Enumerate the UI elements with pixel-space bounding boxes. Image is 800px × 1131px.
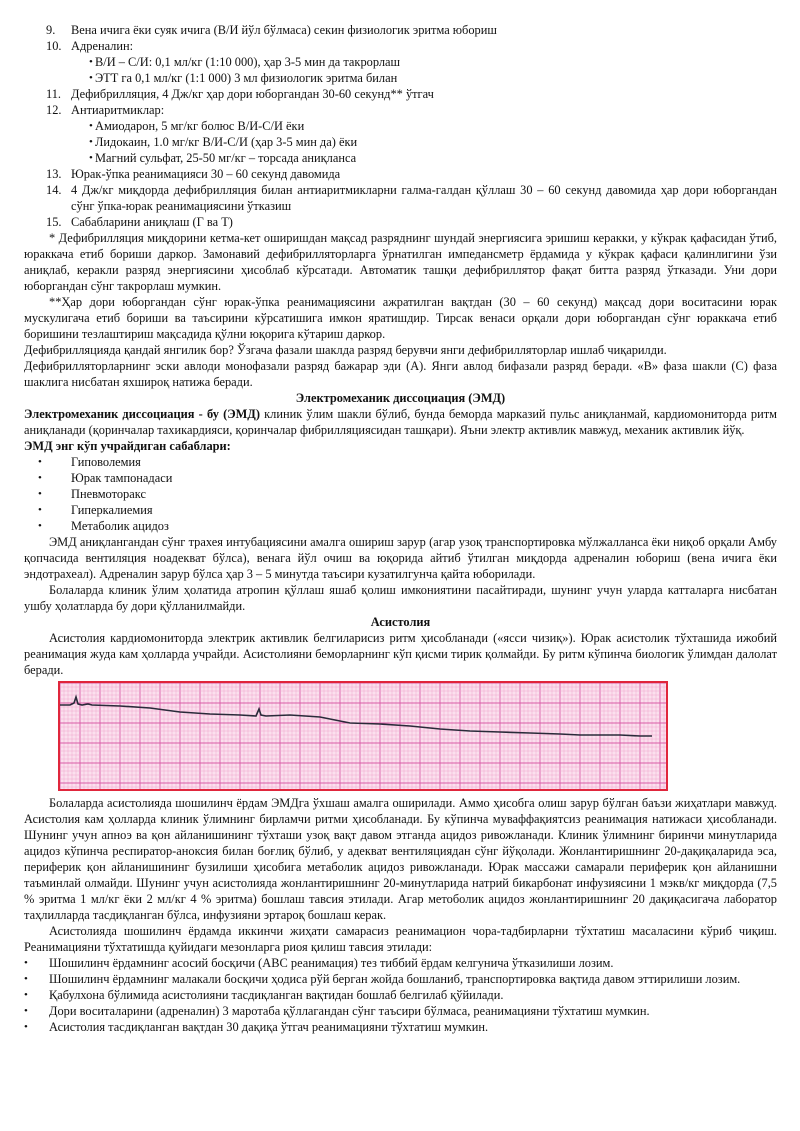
list-text: Дефибрилляция, 4 Дж/кг ҳар дори юборгандан 30-60 секунд** ўтгач [71, 87, 434, 101]
ecg-trace-graphic [60, 683, 666, 789]
emd-causes-title [24, 438, 777, 454]
criteria-item: • Дори воситаларини (адреналин) 3 маротаба қўллагандан сўнг таъсири бўлмаса, реанимацияни тўхтатиш мумкин. [24, 1003, 777, 1019]
footnote-defibrillation: * Дефибрилляция миқдорини кетма-кет оширишдан мақсад разряднинг шундай энергиясига эришиш керакки, у кўкрак қафасидан ўтиб, юраккача етиб бориши даркор. Замонавий дефибрилляторларга ўрнатилган импедансметр ёрдамида у кўкрак қафаси қалинлигини ўзи аниқлаб, керакли разряд энергиясини ҳисоблаб кўрсатади. Автоматик ташқи дефибриллятор фақат битта разряд ўтказади. Уни дори юборгандан сўнг такрорлаш мумкин. [24, 231, 777, 293]
list-text: Юрак-ўпка реанимацияси 30 – 60 секунд давомида [71, 167, 341, 181]
emd-cause-item: • Юрак тампонадаси [24, 470, 777, 486]
paragraph-asystole-children: Болаларда асистолияда шошилинч ёрдам ЭМДга ўхшаш амалга оширилади. Аммо ҳисобга олиш зарур бўлган баъзи жиҳатлари мавжуд. Асистолия кам ҳолларда клиник ўлимнинг бирламчи ритми ҳисобланади. Бу кўпинча муваффақиятсиз реанимация натижаси ҳисобланади. Шунинг учун апноэ ва қон айланишининг тўхташи узоқ вақт давом этганда ацидоз ривожланади. Клиник ўлимнинг биринчи минутларида ацидоз кўпинча респиратор-аноксия билан боғлиқ бўлиб, у адекват вентиляциядан сўнг йўқолади. Жонлантиришнинг 20-дақиқаларида эса, периферик қон айланишининг бузилиши ҳисобига метаболик ацидоз ривожланади. Юрак массажи самарали периферик қон айланишни таъминлай олмайди. Шунинг учун асистолияда жонлантиришнинг 20-минутларида натрий бикарбонат инфузиясини 1 мэкв/кг миқдорда (7,5 % эритма 1 мл/кг ёки 2 мл/кг 4 % эритма) бошлаш тавсия этилади. Агар метоболик ацидоз жонлантиришнинг 20 дақиқасигача лаборатор таҳлилларда тасдиқланган бўлса, инфузияни эртароқ бошлаш керак. [24, 796, 777, 922]
paragraph-emd-atropine: Болаларда клиник ўлим ҳолатида атропин қўллаш яшаб қолиш имкониятини пасайтиради, шунинг учун уларда катталарга нисбатан ушбу ҳолатларда бу дори қўлланилмайди. [24, 583, 777, 613]
list-item [24, 22, 777, 38]
footnote-timing: **Ҳар дори юборгандан сўнг юрак-ўпка реанимациясини ажратилган вақтдан (30 – 60 секунд) мақсад дори воситасини юрак мускулигача етиб бориши ва таъсирини кўрсатишига имкон яратишдир. Тирсак венаси орқали дори юборгандан сўнг юраккача етиб боришини тезлаштириш мақсадида қўлни юқорига кўтариш даркор. [24, 295, 777, 341]
emd-cause-item: • Метаболик ацидоз [24, 518, 777, 534]
paragraph-defibrillation-news: Дефибрилляцияда қандай янгилик бор? Ўзгача фазали шаклда разряд берувчи янги дефибрилляторлар ишлаб чиқарилди. [24, 343, 667, 357]
list-number: 11. [46, 87, 62, 101]
section-heading-asystole: Асистолия [370, 615, 431, 629]
paragraph-asystole-definition: Асистолия кардиомониторда электрик активлик белгиларисиз ритм ҳисобланади («ясси чизиқ»). Юрак асистолик тўхташида ижобий реанимация жуда кам ҳолларда учрайди. Асистолияни беморларнинг кўп қисми тирик қолмайди. Бу ритм кўпинча биологик ўлимдан далолат беради. [24, 631, 777, 677]
list-number: 13. [46, 167, 62, 181]
criteria-item: • Қабулхона бўлимида асистолияни тасдиқланган вақтидан бошлаб белгилаб қўйилади. [24, 987, 777, 1003]
list-number: 14. [46, 183, 62, 197]
list-item [24, 214, 777, 230]
ecg-strip-image [58, 681, 668, 791]
list-item [24, 102, 777, 118]
bullet-item: • Магний сульфат, 25-50 мг/кг – торсада аниқланса [24, 150, 777, 166]
bullet-item: • В/И – С/И: 0,1 мл/кг (1:10 000), ҳар 3-5 мин да такрорлаш [24, 54, 777, 70]
paragraph-asystole-stop-criteria: Асистолияда шошилинч ёрдамда иккинчи жиҳати самарасиз реанимацион чора-тадбирларни тўхтатиш масаласини кўриб чиқиш. Реанимацияни тўхтатишда қуйидаги мезонларга риоя қилиш тавсия этилади: [24, 924, 777, 954]
paragraph-emd-definition [24, 406, 777, 438]
criteria-item: • Шошилинч ёрдамнинг малакали босқичи ҳодиса рўй берган жойда бошланиб, транспортировка вақтида давом эттирилиши лозим. [24, 971, 777, 987]
list-item [24, 38, 777, 54]
list-item [24, 86, 777, 102]
criteria-item: • Асистолия тасдиқланган вақтдан 30 дақиқа ўтгач реанимацияни тўхтатиш мумкин. [24, 1019, 777, 1035]
bullet-item: • Лидокаин, 1.0 мг/кг В/И-С/И (ҳар 3-5 мин да) ёки [24, 134, 777, 150]
list-number: 15. [46, 215, 62, 229]
section-heading-emd: Электромеханик диссоциация (ЭМД) [295, 391, 506, 405]
list-text: Адреналин: [71, 39, 134, 53]
bullet-item: • ЭТТ га 0,1 мл/кг (1:1 000) 3 мл физиологик эритма билан [24, 70, 777, 86]
emd-causes-title-text: ЭМД энг кўп учрайдиган сабаблари: [24, 439, 231, 453]
list-text: Антиаритмиклар: [71, 103, 165, 117]
list-number: 10. [46, 39, 62, 53]
emd-cause-item: • Пневмоторакс [24, 486, 777, 502]
list-item [24, 166, 777, 182]
document-page [24, 22, 777, 1035]
list-text: 4 Дж/кг миқдорда дефибрилляция билан антиаритмикларни галма-галдан қўллаш 30 – 60 секунд давомида ҳар дори юборгандан сўнг ўпка-юрак реанимациясини ўтказиш [71, 183, 777, 213]
list-text: Вена ичига ёки суяк ичига (В/И йўл бўлмаса) секин физиологик эритма юбориш [71, 23, 497, 37]
paragraph-emd-treatment: ЭМД аниқлангандан сўнг трахея интубациясини амалга ошириш зарур (агар узоқ транспортировка мўлжалланса ёки ниқоб орқали Амбу қопчасида вентиляция ноадекват бўлса), венага йўл очиш ва юқорида айтиб ўтилган миқдорда адреналин юбориш (вена ичига ёки эндотрахеал). Адреналин зарур бўлса ҳар 3 – 5 минутда таъсири кузатилгунча қайта юборилади. [24, 535, 777, 581]
emd-cause-item: • Гиповолемия [24, 454, 777, 470]
emd-definition-text: клиник ўлим шакли бўлиб, бунда беморда марказий пульс аниқланмай, кардиомониторда ритм аниқланади (қоринчалар тахикардияси, қоринчалар фибрилляциясидан ташқари). Яъни электр активлик мавжуд, механик активлик йўқ. [24, 407, 777, 437]
list-number: 12. [46, 103, 62, 117]
list-item [24, 182, 777, 214]
list-number: 9. [46, 23, 56, 37]
list-text: Сабабларини аниқлаш (Г ва Т) [71, 215, 233, 229]
emd-definition-term: Электромеханик диссоциация - бу (ЭМД) [24, 407, 260, 421]
emd-cause-item: • Гиперкалиемия [24, 502, 777, 518]
criteria-item: • Шошилинч ёрдамнинг асосий босқичи (ABC реанимация) тез тиббий ёрдам келгунича ўтказилиши лозим. [24, 955, 777, 971]
paragraph-defibrillator-generations: Дефибрилляторларнинг эски авлоди монофазали разряд бажарар эди (А). Янги авлод бифазали разряд беради. «В» фаза шакли (С) фаза шаклига нисбатан яхшироқ натижа беради. [24, 359, 777, 389]
bullet-item: • Амиодарон, 5 мг/кг болюс В/И-С/И ёки [24, 118, 777, 134]
